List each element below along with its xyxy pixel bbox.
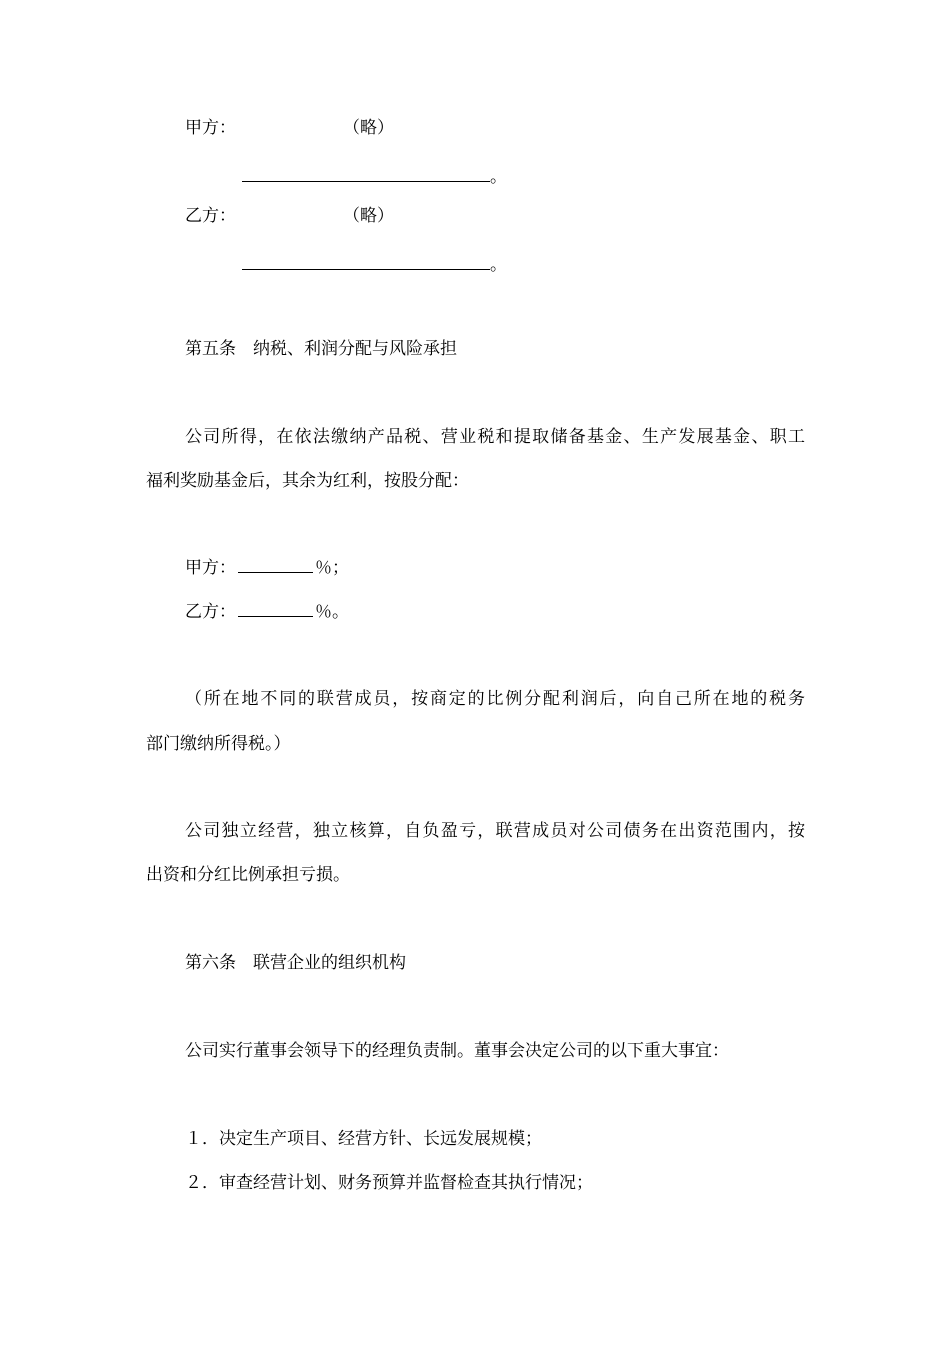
share-b-label: 乙方： (185, 602, 236, 622)
list-item: ２．审查经营计划、财务预算并监督检查其执行情况； (185, 1173, 593, 1193)
share-a-row (185, 557, 349, 579)
party-a-end: 。 (490, 167, 507, 187)
share-b-row (185, 601, 349, 623)
article5-note-line2: 部门缴纳所得税。） (146, 734, 291, 754)
party-a-label: 甲方： (185, 118, 236, 138)
article6-heading: 第六条 联营企业的组织机构 (185, 953, 406, 973)
party-a-row (185, 117, 236, 139)
article6-intro: 公司实行董事会领导下的经理负责制。董事会决定公司的以下重大事宜： (185, 1041, 729, 1061)
list-item: １．决定生产项目、经营方针、长远发展规模； (185, 1129, 542, 1149)
party-b-end: 。 (490, 255, 507, 275)
article5-para1-line1: 公司所得，在依法缴纳产品税、营业税和提取储备基金、生产发展基金、职工 (185, 427, 805, 447)
article5-para2-line1: 公司独立经营，独立核算，自负盈亏，联营成员对公司债务在出资范围内，按 (185, 821, 805, 841)
party-a-signature-line (242, 163, 507, 188)
article5-para1-line2: 福利奖励基金后，其余为红利，按股分配： (146, 471, 469, 491)
party-b-value: （略） (343, 206, 394, 226)
article5-heading: 第五条 纳税、利润分配与风险承担 (185, 339, 457, 359)
share-a-blank (238, 558, 313, 573)
article5-para2-line2: 出资和分红比例承担亏损。 (146, 865, 350, 885)
signature-underline (242, 163, 490, 182)
party-b-signature-line (242, 251, 507, 276)
share-b-suffix: ％。 (315, 602, 349, 622)
article5-note-line1: （所在地不同的联营成员，按商定的比例分配利润后，向自己所在地的税务 (185, 689, 805, 709)
party-a-value: （略） (343, 118, 394, 138)
signature-underline (242, 251, 490, 270)
share-a-suffix: ％； (315, 558, 349, 578)
share-b-blank (238, 602, 313, 617)
share-a-label: 甲方： (185, 558, 236, 578)
party-b-label: 乙方： (185, 206, 236, 226)
